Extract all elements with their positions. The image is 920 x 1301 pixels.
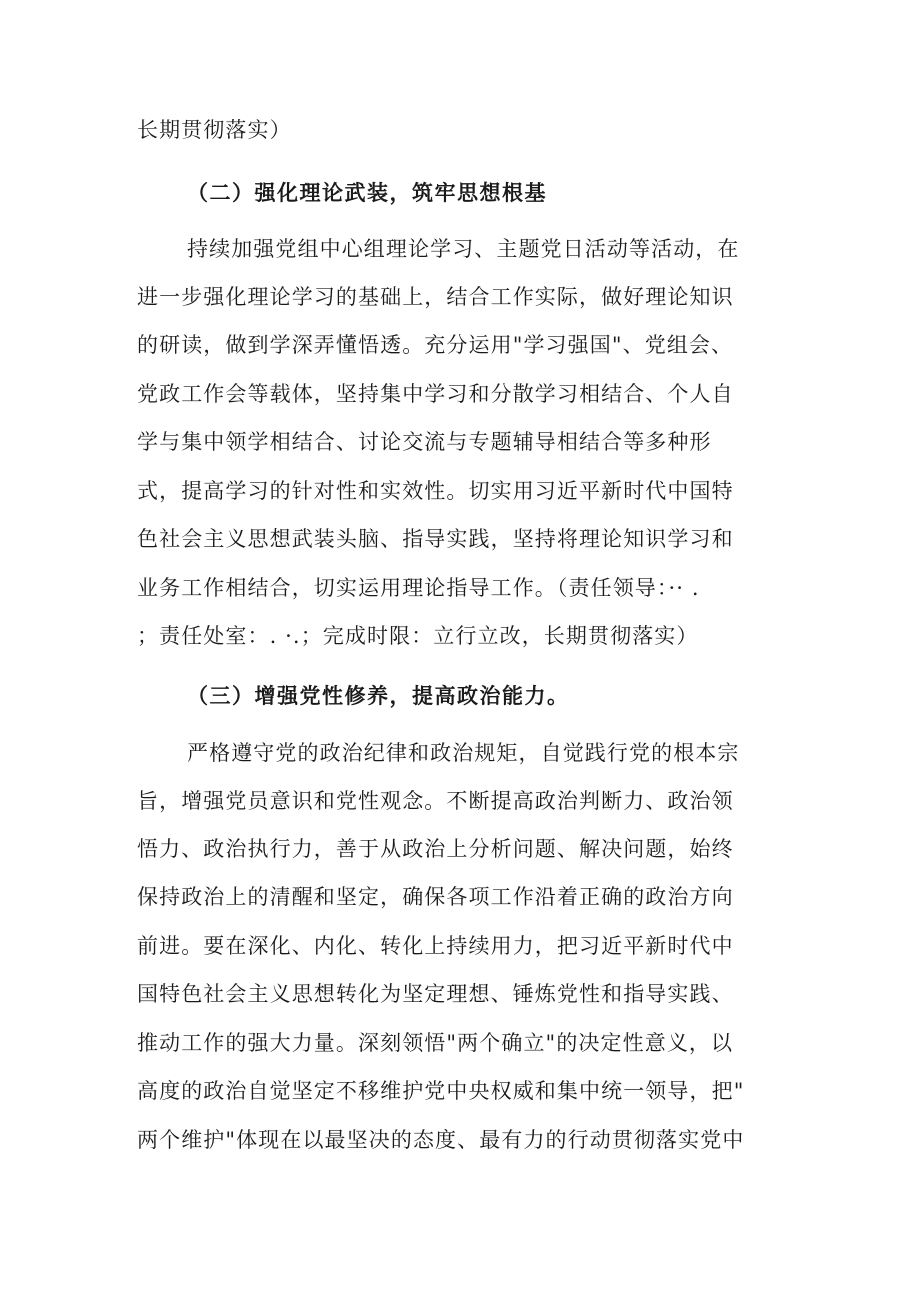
paragraph-line: 进一步强化理论学习的基础上，结合工作实际，做好理论知识: [137, 285, 734, 309]
paragraph-line: 严格遵守党的政治纪律和政治规矩，自觉践行党的根本宗: [187, 741, 740, 765]
paragraph-line: 持续加强党组中心组理论学习、主题党日活动等活动，在: [187, 237, 740, 261]
intro-line: 长期贯彻落实）: [137, 118, 292, 142]
paragraph-line: 式，提高学习的针对性和实效性。切实用习近平新时代中国特: [137, 479, 734, 503]
paragraph-line: 党政工作会等载体，坚持集中学习和分散学习相结合、个人自: [137, 382, 734, 406]
paragraph-line: 色社会主义思想武装头脑、指导实践，坚持将理论知识学习和: [137, 527, 734, 551]
section-2-heading: （二）强化理论武装，筑牢思想根基: [187, 180, 547, 205]
paragraph-line: 国特色社会主义思想转化为坚定理想、锤炼党性和指导实践、: [137, 982, 734, 1006]
paragraph-line: 高度的政治自觉坚定不移维护党中央权威和集中统一领导，把": [137, 1079, 745, 1103]
paragraph-line: ；责任处室：. ·.；完成时限：立行立改，长期贯彻落实）: [137, 624, 699, 648]
paragraph-line: 旨，增强党员意识和党性观念。不断提高政治判断力、政治领: [137, 789, 734, 813]
paragraph-line: 悟力、政治执行力，善于从政治上分析问题、解决问题，始终: [137, 837, 734, 861]
paragraph-line: 两个维护"体现在以最坚决的态度、最有力的行动贯彻落实党中: [137, 1128, 745, 1152]
paragraph-line: 推动工作的强大力量。深刻领悟"两个确立"的决定性意义，以: [137, 1031, 734, 1055]
paragraph-line: 的研读，做到学深弄懂悟透。充分运用"学习强国"、党组会、: [137, 333, 734, 357]
paragraph-line: 保持政治上的清醒和坚定，确保各项工作沿着正确的政治方向: [137, 885, 734, 909]
section-3-heading: （三）增强党性修养，提高政治能力。: [187, 683, 570, 708]
paragraph-line: 前进。要在深化、内化、转化上持续用力，把习近平新时代中: [137, 934, 734, 958]
paragraph-line: 学与集中领学相结合、讨论交流与专题辅导相结合等多种形: [137, 430, 712, 454]
paragraph-line: 业务工作相结合，切实运用理论指导工作。（责任领导：·· .: [137, 576, 700, 600]
